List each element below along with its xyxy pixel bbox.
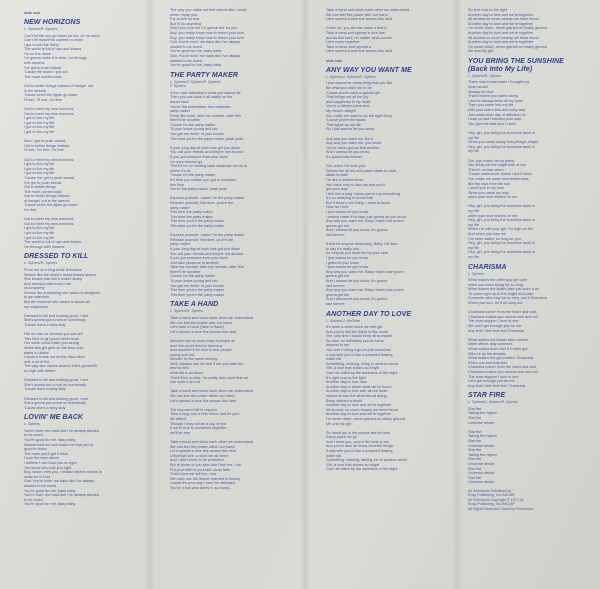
- column-1: [24, 8, 152, 511]
- song-lyrics: Take a hand and show each other we understand We can feel the power with our hand Let's take a hand (Take a Hand) Let's spread a love line across this land Wouldn't we be more easy if people all over the world lived in harmony And wouldn't it be nice to see people, young and old, donatin' to the same melody Well, dreams can be real if we only take the time to feel what life is all about There'll be no fear, I'm pretty darn sure that we can work it on out Take a hand and show each other we understand We can feel the power within our hand Let's spread a love line across this land The key word still is respect Take a long look in the mirror and let your life reflect Though I may not be a cup of tea If we're true to ourselves together we'll be free Take a hand and show each other we understand We can feel the power within our hand Let's spread a love line across this land Universal love, a word we all need And I don't need to be president But to those of you who don't feel me, I do Put your faith in yourself, show faith That's how we will live, now We can't use the lesson learned in history Cause it's your way I can't be defeated You're a fool who dares it, so many...: [170, 315, 253, 490]
- song-another-day-to-love: [326, 311, 454, 473]
- song-any-way-you-want-me: [326, 67, 454, 307]
- column-2: [170, 8, 298, 495]
- song-another-day-continued: [468, 8, 596, 54]
- song-lyrics: So let's look to the light Another day to love and we're together All around so much beauty we have found Another day to love and we're together I'm never down, never gained on shaky ground Another day to love and we're together All around so much beauty we have found Another day to love and we're together I'm never down, never gained on shaky ground Me and my girl: [468, 8, 547, 54]
- column-3: [326, 8, 454, 476]
- song-you-bring-the-sunshine: [468, 58, 596, 260]
- song-lyrics: The way you make me feel seems like I could never repay you For a love so true But I'll do anything Don't you love me I'm gonna live for you Boy, you really know how to return your love Boy, you really know how to return your love Ooh-You're lovin' me back like I've always wanted to be loved You're good for me, baby baby Ooh-You're lovin' me back like I've always wanted to be loved You're good for me, baby baby: [170, 8, 247, 68]
- song-dressed-to-kill: [24, 253, 152, 410]
- song-title: LOVIN' ME BACK: [24, 414, 84, 422]
- song-credit: L. Sylvers/R. Sylvers: [468, 73, 502, 78]
- song-title: CHARISMA: [468, 263, 507, 271]
- song-title: DRESSED TO KILL: [24, 253, 89, 261]
- song-title: THE PARTY MAKER: [170, 71, 239, 79]
- song-lyrics: Star fire Taking the higher Star fire Universe desire Star fire Taking the higher Star fire Universe desire Star fire Taking the higher Star fire Universe desire Star fire Universe desire Star fire Universe desire: [468, 406, 497, 485]
- song-lyrics: From out of a long white limousine Seems like the world's finest beauty queen She knows that she's lookin' sharp And dressed with every trait of a mystery Seems like everything she wears is designed to get attention But the essence she wears is above all my suspicions Dressed to kill and looking good, I see She's gonna put a hurt on somebody 'Cause she's a sexy lady Her en was so obvious you can tell This kind of girl you'd never trust Her smile could make you wrong When this girl gets on the floor and starts to dance Cause a break out on the disco floor with a lot of fire The way she moves around she's gonna fill so high with desire Dressed to kill and looking good, I see She's gonna put a hurt on somebody 'Cause she's a sexy lady Dressed to kill and looking good, I see She's gonna put a hurt on somebody 'Cause she's a sexy lady: [24, 267, 100, 410]
- song-title: ANY WAY YOU WANT ME: [326, 66, 412, 74]
- song-credit: L. Sylvers/R. Sylvers: [24, 261, 58, 266]
- song-lyrics: There was a time when I thought my heart would Always be blue That's before you came along I had to always keep all my quiet Then you came into my life with your warm kiss and easy way Just what other day of affection he I was so lost I needed your way You give me that love I need Hey, girl, you bring the sunshine back in my life Since you came along everything's alright Hey, girl, you bring the sunshine back in my life Girl, you make me so pretty You bring out the bright side of me There's no fear when 'Cause undercover lovers I don't need You make me warm and tenderness like the rays from the sun I need you in my love Since you came my way when your love shines on me Hey, girl, you bring the sunshine back in my life when your love shines on me Hey, girl, you bring the sunshine back in my life When I'm with you, girl, I'm high on the And when you kiss me I've been waitin' so long for you Hey, girl, you bring the sunshine back in my life Hey, girl, you bring the sunshine back in my life: [468, 80, 538, 259]
- song-credit: L. Sylvers/J. Sylvers/R. Sylvers: [468, 400, 518, 405]
- fold-crease: [300, 0, 310, 589]
- song-credit: L. Sylvers/J. McGhee: [326, 318, 361, 323]
- song-take-a-hand: [170, 301, 298, 490]
- song-take-a-hand-continued: [326, 8, 454, 54]
- publishing-credits: All Selections Published by Rosy Publishing, Inc./ASCAP All Selections Copyright © 1977 by Rosy Publishing, Inc./ASCAP All Rights Reserved. Used by Permission: [468, 488, 534, 511]
- song-title: YOU BRING THE SUNSHINE (Back Into My Life): [468, 57, 564, 73]
- song-title: NEW HORIZONS: [24, 19, 81, 26]
- song-lovin-me-back: [24, 414, 152, 507]
- song-the-party-maker: [170, 72, 298, 298]
- song-lyrics: I just wanna be every thing that you like Be what you want me to be 'Cause you're such a special girl That brings out all the joy and happiness in my heart You're a dream come true My heart's delight You make me want to do the right thing 'Cause you're the spark That lights up my life So I just wanna let you know Any way you want me, Be it Any way you want me, you know You're never gonna find another And I wanna let you know It's gonna last forever Girl, when I'm near you Seems the all my will power starts to fade, starts to fade I'm like a melted snow You have only to kiss me and you'll get your way I feel like a king 'cause you're my everything It's so amazing to know that But if there's one thing, I want to know How far I feel I just wanna let you know I wanna make it to stay, just gonna let you know Any way you want me, Baby, that's how you're gonna get me And I wanna let you know, it's gonna last forever If there's anyone deserving, Baby, I'm here to say it's really you As long as you want me by your side I just wanna let you know I gotta let you know I just wanna let you know Any way you want me, Baby, that's how you're gonna get me And I wanna let you know, it's gonna last forever Any way you want me, Baby, that's how you're gonna get me And I wanna let you know, it's gonna last forever: [326, 81, 407, 306]
- song-lovin-me-back-continued: [170, 8, 298, 68]
- song-lyrics: Can't let the sun go down on me, oh no more Can't let myself be wanted no more I got to join the living The world is full of ups and downs I'm on the move I'm gonna make it in time, I'm through with dreams I've got to push ahead 'Cause the doors I put out The more comes back Got to better things instead of hangin' out in the streets 'Cause when the lights go down I'll see, I'll see, I'm free Got to meet my new horizons Got to meet my new horizons I got to live my life I got to live my life I got to live my life I got to live my life Now I got to push ahead Old to better things instead I'll see, I'm free, I'm free Got to meet my new horizons I got to live my life I got to live my life I got to live my life 'Cause I've got to push ahead I've got to push ahead Old to better things The more comes back Got to better things instead of hangin' out in the streets 'Cause when the lights go down I'm free Got to meet my new horizons Got to meet my new horizons I got to live my life I got to live my life I got to live my life The world is full of ups and downs I'm through with dreams: [24, 33, 100, 249]
- song-lyrics: Take a hand and show each other we understand We can feel the power with our hand Let's spread a love line across this land Come on, you all now make a friend Take a hand and spread a love line across this land, no matter what comes Let's come together Take a hand, and spread a Let's spread a love line across this land: [326, 8, 409, 54]
- song-lyrics: What makes the other guy get over when you been trying for so long What makes the ladies take just such a lot To come right up to the bright and plain Someone who may be so nice, you'll Charisma When you turn, let it all hang out Charisma comin' from the heart and soul, Charisma makes you wanna rock and roll The slow stopper I love to see We can't get enough just be me Any time I feel that feel Charisma What makes the leader take control when others stay common What makes them feel it in their gut Stirs us by the dreams What makes the girl excited, Charisma When you feel that feel Charisma comin' from the heart and soul, Charisma makes you wanna rock and roll The slow stopper I love to see Let's get enough just be me Any time I feel that feel, Charisma: [468, 278, 547, 388]
- song-credit: L. Sylvers: [468, 271, 484, 276]
- song-charisma: [468, 264, 596, 389]
- song-lyrics: You're lovin' me back like I've always wanted to be loved You're good for me, baby baby Wanna hold me and make me that you're good to know The more you'll get it back I love the best above I believe I can trust you so right You know who told you right Boy, since I met you, I realize what it means to really be in love Ooh-You're lovin' me back like I've always wanted to be loved You're good for me, baby baby You're lovin' me back like I've always wanted to be loved You're good for me, baby baby: [24, 428, 103, 507]
- side-one-label: side one: [24, 10, 41, 15]
- song-title: ANOTHER DAY TO LOVE: [326, 310, 412, 318]
- song-title: TAKE A HAND: [170, 301, 219, 309]
- song-credit: L. Sylvers/R. Sylvers: [24, 27, 58, 31]
- song-credit: L. Sylvers/R. Sylvers: [170, 309, 204, 314]
- column-4: [468, 8, 596, 511]
- song-lyrics: It's been a while since we met girl And you're still the finest in this world The only time I would keep all to myself So nice, so intimately you're home dearest to me You and I rolling high on just ourselves A day with you is like a peaceful flowing water fall Something, missing, living in another world Girl, a love that shines so bright Can't be killed by the darkness of the night It's right now to the light Another day to love now Another day to share what we've found Another day to love with all our heart Nature knows the what lies all along Baby, without a doubt Another day to love and we're together All around, so much beauty we have found Another day to love and we're together I'm never down, never gained on shaky ground Me and my girl So much joy in the people live for love Every place we go And I need you, you're the best to me And you're also so many cheerful things A day with you is like a peaceful flowing water fall Something, missing, talking me to another world Girl, a love that shines so bright Can't be killed by the darkness of the night: [326, 325, 407, 472]
- side-two-label: side two: [326, 57, 343, 63]
- song-title: STAR FIRE: [468, 392, 506, 400]
- song-credit: L. Sylvers: [24, 422, 40, 427]
- song-lyrics: If the main attraction's what you wanna be Then you can have it all easily on the dance floor You're the entertainer, true hardcore party maker Party like none, take my number, after this there'll be another 'Cause I'm the party maker To your leave young and old You got me feelin' in your bones This time you're the party maker, yeah yeah If your long day at work has got you down You call your friends and they're not around If you got pressure from your lover Let your tension go There'll be no holding back whatever we do is where it's at 'Cause I'm the party maker It's time you realize you got to socialize, this time You're the party maker, yeah yeah Express yourself, 'cause I'm the party maker Release yourself, this time, you're the party maker This time the party maker This time the party maker This time you're the party maker This time you're the party maker Express yourself, 'cause I'm the party maker Release yourself, this time, you're the party maker If your long day at work has got you down You call your friends and they're not around If you got pressure from your lover Just take pleasure in another Take my number, take my number, after this there'll be another 'Cause I'm the party maker To your leave young and old You got me feelin' in your bones This time you're the party maker This time you're the party maker: [170, 90, 247, 297]
- song-new-horizons: [24, 19, 152, 249]
- song-star-fire: [468, 392, 596, 485]
- song-credit: L. Sylvers/J. Sylvers/R. Sylvers: [326, 74, 376, 79]
- song-credit: L. Sylvers/J. Sylvers/R. Sylvers/ F. Sylvers: [170, 79, 221, 89]
